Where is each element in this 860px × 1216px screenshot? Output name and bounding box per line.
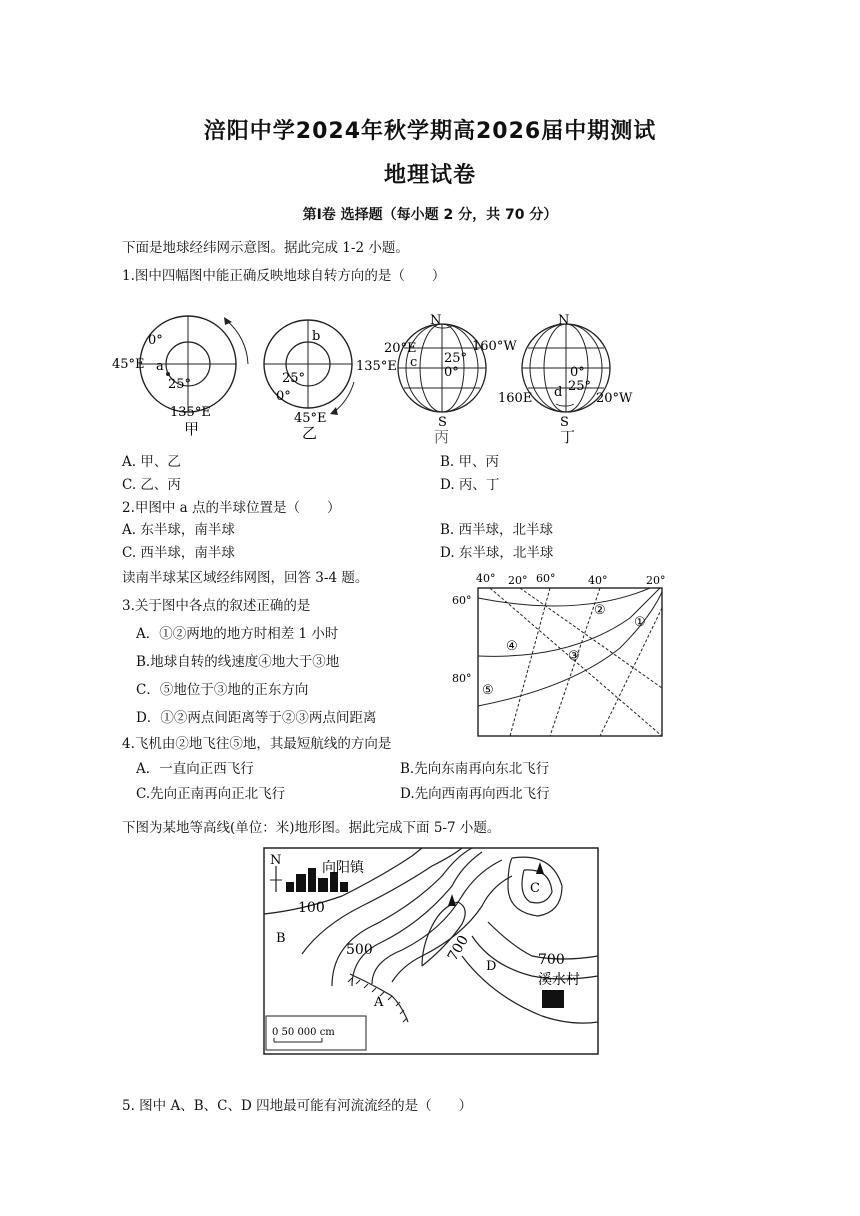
q4-option-b[interactable]: B.先向东南再向东北飞行: [400, 761, 550, 777]
q2-stem: 2.甲图中 a 点的半球位置是（ ）: [122, 500, 341, 516]
q3-option-d[interactable]: D．①②两点间距离等于②③两点间距离: [136, 710, 377, 726]
ding-caption: 丁: [560, 428, 576, 446]
q2-option-d[interactable]: D. 东半球，北半球: [440, 545, 554, 561]
ding-label-0: 0°: [570, 365, 585, 380]
q1-option-b[interactable]: B. 甲、丙: [440, 454, 500, 470]
jia-label-a: a: [156, 359, 164, 374]
bing-label-0: 0°: [444, 365, 459, 380]
ding-label-20w: 20°W: [596, 391, 633, 406]
q1-option-a[interactable]: A. 甲、乙: [122, 454, 181, 470]
jia-caption: 甲: [184, 420, 200, 438]
yi-label-0: 0°: [276, 389, 291, 404]
grid-top-60: 60°: [536, 572, 556, 585]
intro-3: 下图为某地等高线(单位：米)地形图。据此完成下面 5-7 小题。: [122, 820, 501, 836]
bing-label-s: S: [438, 415, 447, 430]
map-point-b: B: [276, 931, 286, 946]
q3-stem: 3.关于图中各点的叙述正确的是: [122, 598, 311, 614]
globe-jia: [112, 316, 248, 438]
ding-label-160e: 160E: [498, 391, 533, 406]
contour-100: 100: [298, 900, 325, 916]
bing-caption: 丙: [434, 428, 450, 446]
section-heading: 第Ⅰ卷 选择题（每小题 2 分，共 70 分）: [302, 207, 558, 223]
contour-500: 500: [346, 942, 373, 958]
q2-option-a[interactable]: A. 东半球，南半球: [122, 522, 235, 538]
yi-label-45e: 45°E: [294, 411, 327, 426]
grid-point-3: ③: [568, 649, 580, 664]
yi-label-135e: 135°E: [356, 359, 397, 374]
jia-label-135e: 135°E: [170, 405, 211, 420]
q4-stem: 4.飞机由②地飞往⑤地，其最短航线的方向是: [122, 736, 392, 752]
q1-option-d[interactable]: D. 丙、丁: [440, 477, 500, 493]
bing-label-20e: 20°E: [384, 341, 417, 356]
yi-label-b: b: [312, 329, 321, 344]
q1-option-c[interactable]: C. 乙、丙: [122, 477, 181, 493]
contour-700a: 700: [444, 932, 473, 964]
grid-side-60: 60°: [452, 594, 472, 607]
bing-label-160w: 160°W: [472, 339, 517, 354]
grid-top-40b: 40°: [588, 574, 608, 587]
map-point-c: C: [530, 881, 540, 896]
map-point-d: D: [486, 959, 497, 974]
figure-contour-map: [262, 846, 602, 1058]
q1-stem: 1.图中四幅图中能正确反映地球自转方向的是（ ）: [122, 268, 446, 284]
yi-label-25: 25°: [282, 371, 306, 386]
grid-side-80: 80°: [452, 672, 472, 685]
page-title: 涪阳中学2024年秋学期高2026届中期测试: [203, 119, 657, 144]
figure-graticule: [450, 568, 670, 740]
bing-label-n: N: [430, 313, 442, 328]
q3-option-a[interactable]: A．①②两地的地方时相差 1 小时: [136, 626, 339, 642]
jia-label-45e: 45°E: [112, 357, 145, 372]
q4-option-a[interactable]: A．一直向正西飞行: [136, 761, 254, 777]
map-scale: 0 50 000 cm: [272, 1027, 335, 1038]
map-point-a: A: [374, 995, 384, 1010]
ding-label-25: 25°: [568, 379, 592, 394]
yi-caption: 乙: [302, 424, 318, 442]
bing-label-25: 25°: [444, 351, 468, 366]
figure-globe-ding: [494, 308, 674, 448]
q4-option-c[interactable]: C.先向正南再向正北飞行: [136, 786, 286, 802]
q5-stem: 5. 图中 A、B、C、D 四地最可能有河流流经的是（ ）: [122, 1098, 473, 1114]
map-town: 向阳镇: [322, 860, 364, 876]
ding-label-s: S: [560, 415, 569, 430]
jia-label-25: 25°: [168, 377, 192, 392]
globe-yi: [264, 320, 397, 442]
q4-option-d[interactable]: D.先向西南再向西北飞行: [400, 786, 550, 802]
q3-option-c[interactable]: C．⑤地位于③地的正东方向: [136, 682, 309, 698]
grid-top-40a: 40°: [476, 572, 496, 585]
grid-top-20a: 20°: [508, 574, 528, 587]
grid-point-2: ②: [594, 603, 606, 618]
figure-globes: [108, 308, 528, 448]
contour-700b: 700: [538, 952, 565, 968]
q2-option-c[interactable]: C. 西半球，南半球: [122, 545, 235, 561]
bing-label-c: c: [410, 355, 418, 370]
ding-label-d: d: [554, 385, 563, 400]
ding-label-n: N: [558, 313, 570, 328]
page-subtitle: 地理试卷: [383, 163, 476, 188]
q2-option-b[interactable]: B. 西半球，北半球: [440, 522, 554, 538]
grid-point-4: ④: [506, 639, 518, 654]
map-north: N: [270, 853, 282, 868]
intro-2: 读南半球某区域经纬网图，回答 3-4 题。: [122, 570, 369, 586]
map-village: 溪水村: [538, 972, 580, 988]
q3-option-b[interactable]: B.地球自转的线速度④地大于③地: [136, 654, 340, 670]
grid-point-5: ⑤: [482, 683, 494, 698]
intro-1: 下面是地球经纬网示意图。据此完成 1-2 小题。: [122, 240, 409, 256]
grid-point-1: ①: [634, 615, 646, 630]
jia-label-0: 0°: [148, 333, 163, 348]
grid-top-20b: 20°: [646, 574, 666, 587]
